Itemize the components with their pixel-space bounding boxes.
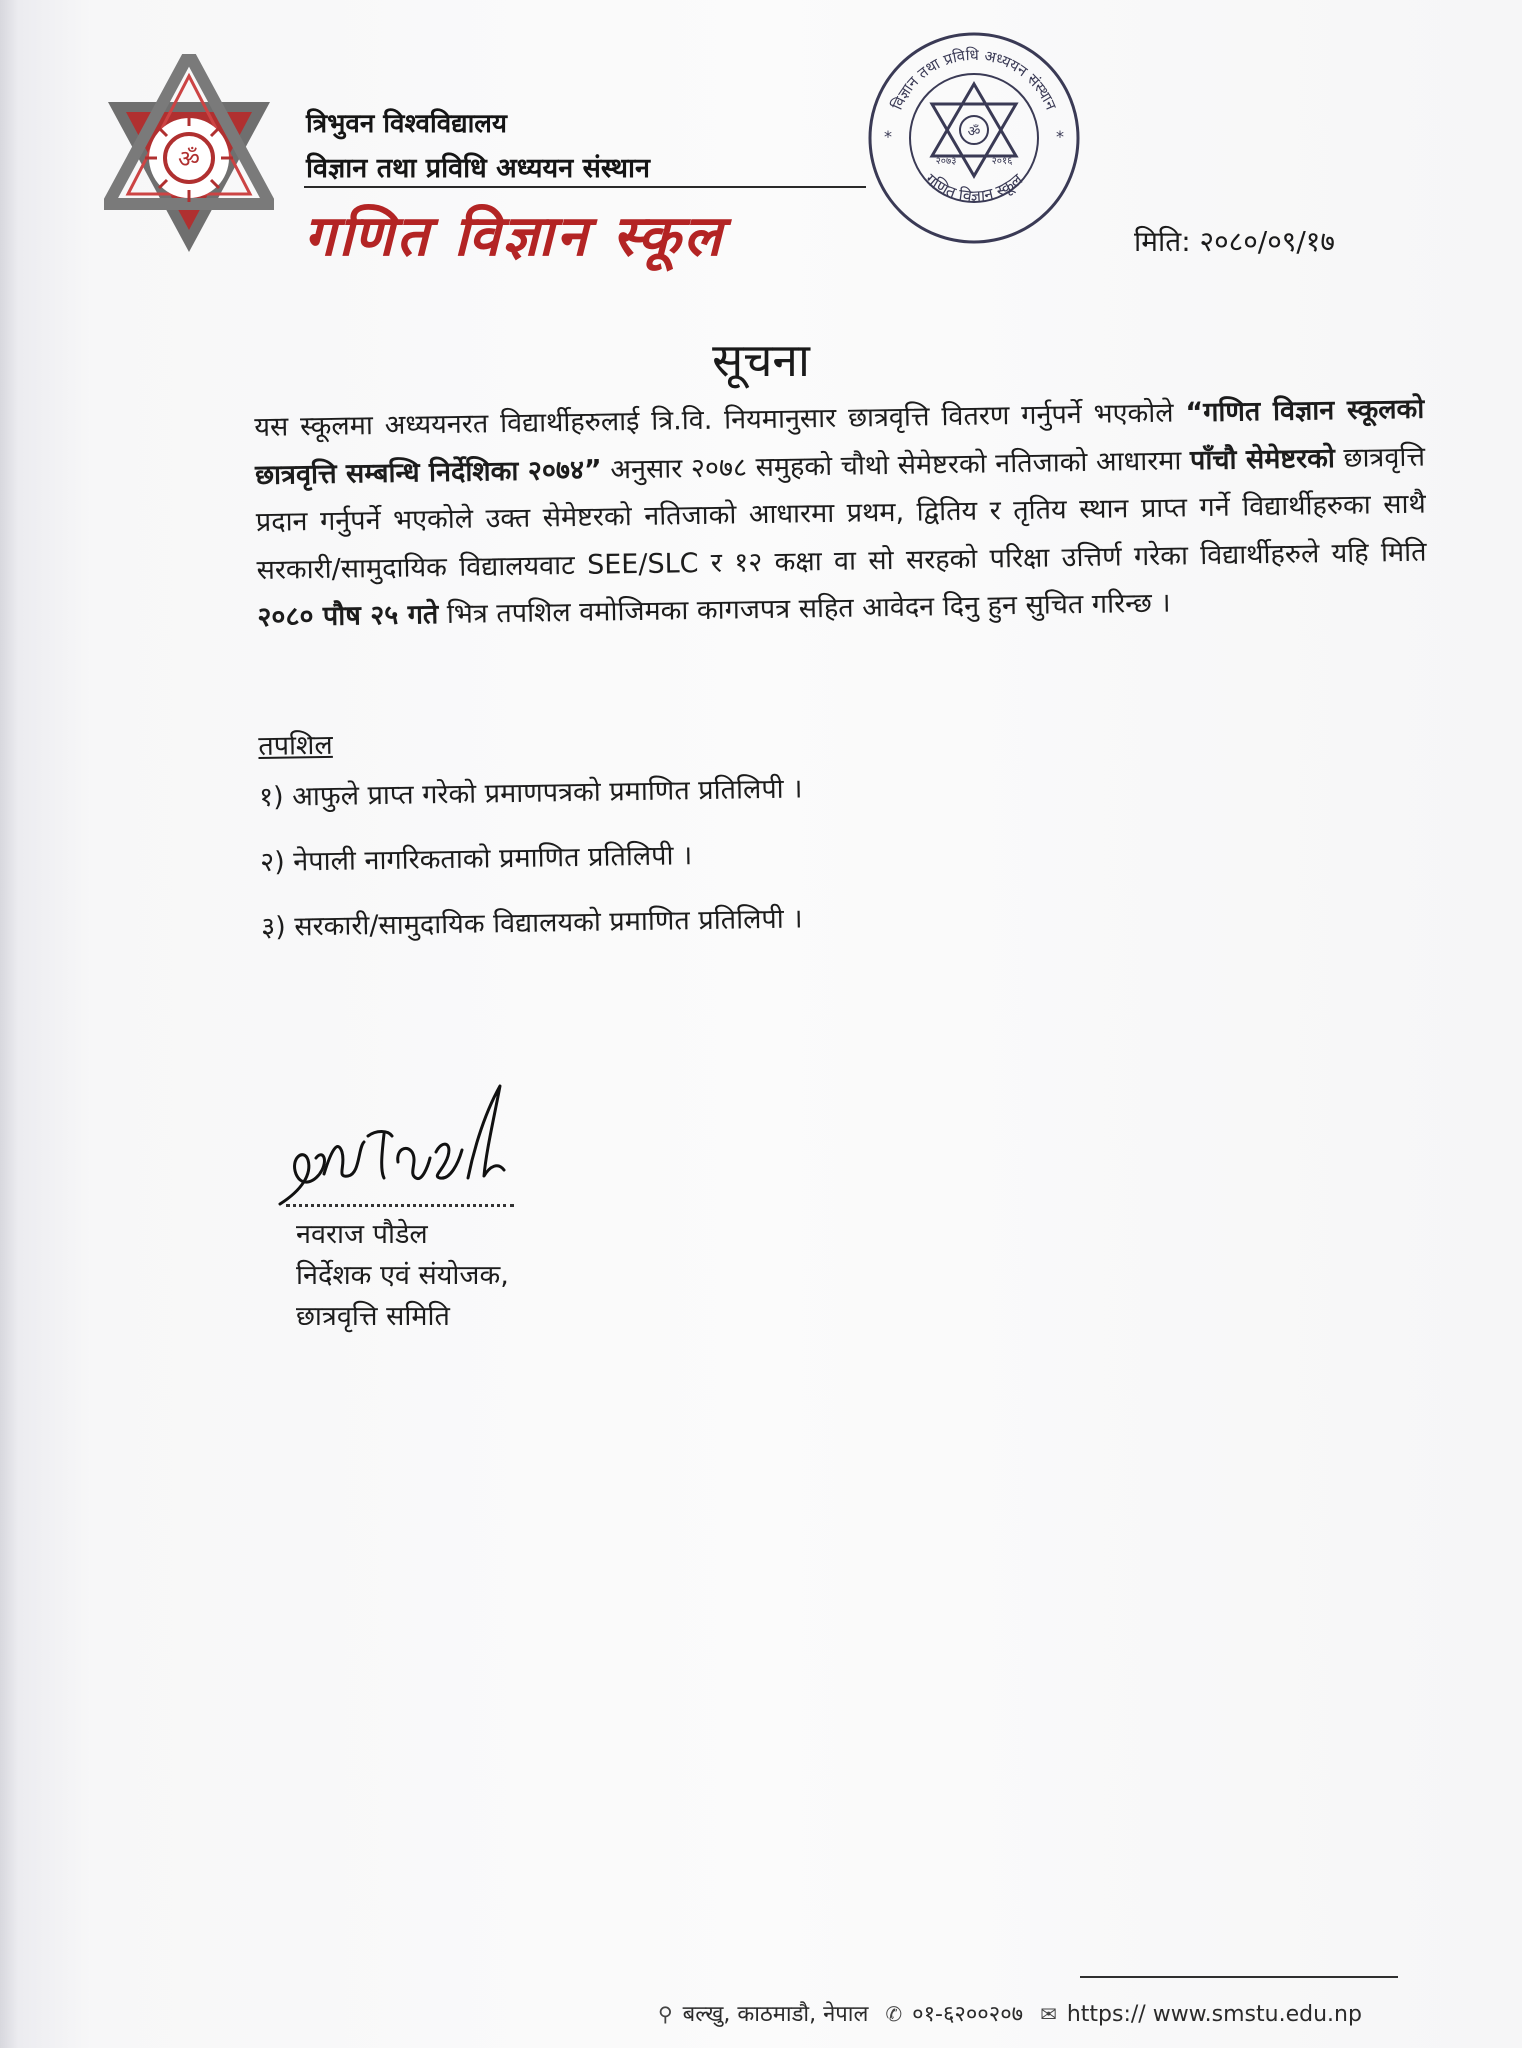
logo-om-glyph: ॐ — [178, 145, 200, 173]
notice-date: मिति: २०८०/०९/१७ — [1134, 225, 1335, 258]
body-bold-deadline: २०८० पौष २५ गते — [257, 599, 439, 633]
university-name: त्रिभुवन विश्वविद्यालय — [306, 109, 508, 139]
body-bold-guideline: “गणित विज्ञान स्कूलको छात्रवृत्ति सम्बन्धि निर्देशिका २०७४” — [254, 393, 1425, 491]
seal-year-right: २०१६ — [991, 156, 1013, 167]
list-heading: तपशिल — [258, 729, 333, 762]
school-seal-stamp — [866, 30, 1082, 246]
body-bold-semester: पाँचौ सेमेष्टरको — [1189, 442, 1336, 476]
svg-text:*: * — [1056, 127, 1064, 146]
seal-top-text: विज्ञान तथा प्रविधि अध्ययन संस्थान — [887, 45, 1061, 113]
svg-text:*: * — [884, 127, 892, 146]
handwritten-signature — [272, 1078, 532, 1218]
location-icon: ⚲ — [658, 2002, 673, 2026]
body-text-2: अनुसार २०७८ समुहको चौथो सेमेष्टरको नतिजाको आधारमा — [601, 444, 1191, 486]
signatory-committee: छात्रवृत्ति समिति — [296, 1301, 450, 1332]
body-text-4: भित्र तपशिल वमोजिमका कागजपत्र सहित आवेदन दिनु हुन सुचित गरिन्छ । — [438, 587, 1171, 631]
body-text-3: छात्रवृत्ति प्रदान गर्नुपर्ने भएकोले उक्त सेमेष्टरको नतिजाको आधारमा प्रथम, द्वितिय र तृतिय स्थान प्राप्त गर्ने विद्यार्थीहरुका साथै सरकारी/सामुदायिक विद्यालयवाट SEE/SLC र १२ कक्षा वा सो सरहको परिक्षा उत्तिर्ण गरेका विद्यार्थीहरुले यहि मिति — [255, 441, 1427, 586]
notice-title: सूचना — [712, 333, 810, 387]
body-text-1: यस स्कूलमा अध्ययनरत विद्यार्थीहरुलाई त्रि.वि. नियमानुसार छात्रवृत्ति वितरण गर्नुपर्ने भएकोले — [254, 397, 1186, 443]
footer — [658, 1998, 1372, 2028]
tu-logo — [104, 54, 274, 259]
signatory-name: नवराज पौडेल — [296, 1219, 428, 1250]
seal-center-glyph: ॐ — [967, 124, 981, 140]
notice-body — [254, 386, 1428, 642]
footer-divider — [1080, 1976, 1398, 1978]
phone-icon: ✆ — [885, 2002, 903, 2026]
list-item: २) नेपाली नागरिकताको प्रमाणित प्रतिलिपी । — [259, 840, 693, 878]
footer-address: बल्खु, काठमाडौ, नेपाल — [682, 2002, 869, 2027]
list-item: ३) सरकारी/सामुदायिक विद्यालयको प्रमाणित प्रतिलिपी । — [260, 903, 803, 943]
signatory-title: निर्देशक एवं संयोजक, — [296, 1260, 509, 1291]
school-name: गणित विज्ञान स्कूल — [304, 204, 725, 269]
document-list — [258, 712, 1162, 972]
footer-website[interactable]: https:// www.smstu.edu.np — [1066, 2002, 1362, 2027]
header-divider — [304, 186, 866, 188]
seal-year-left: २०७३ — [935, 156, 957, 167]
page-edge-shadow — [0, 0, 18, 2048]
seal-bottom-text: गणित विज्ञान स्कूल — [921, 169, 1027, 206]
web-icon: ✉ — [1040, 2002, 1057, 2026]
signatory-block — [296, 1214, 509, 1337]
institute-name: विज्ञान तथा प्रविधि अध्ययन संस्थान — [306, 153, 651, 184]
footer-phone: ०१-६२००२०७ — [912, 2002, 1024, 2027]
signature-line — [286, 1204, 514, 1207]
list-item: १) आफुले प्राप्त गरेको प्रमाणपत्रको प्रमाणित प्रतिलिपी । — [258, 773, 803, 813]
